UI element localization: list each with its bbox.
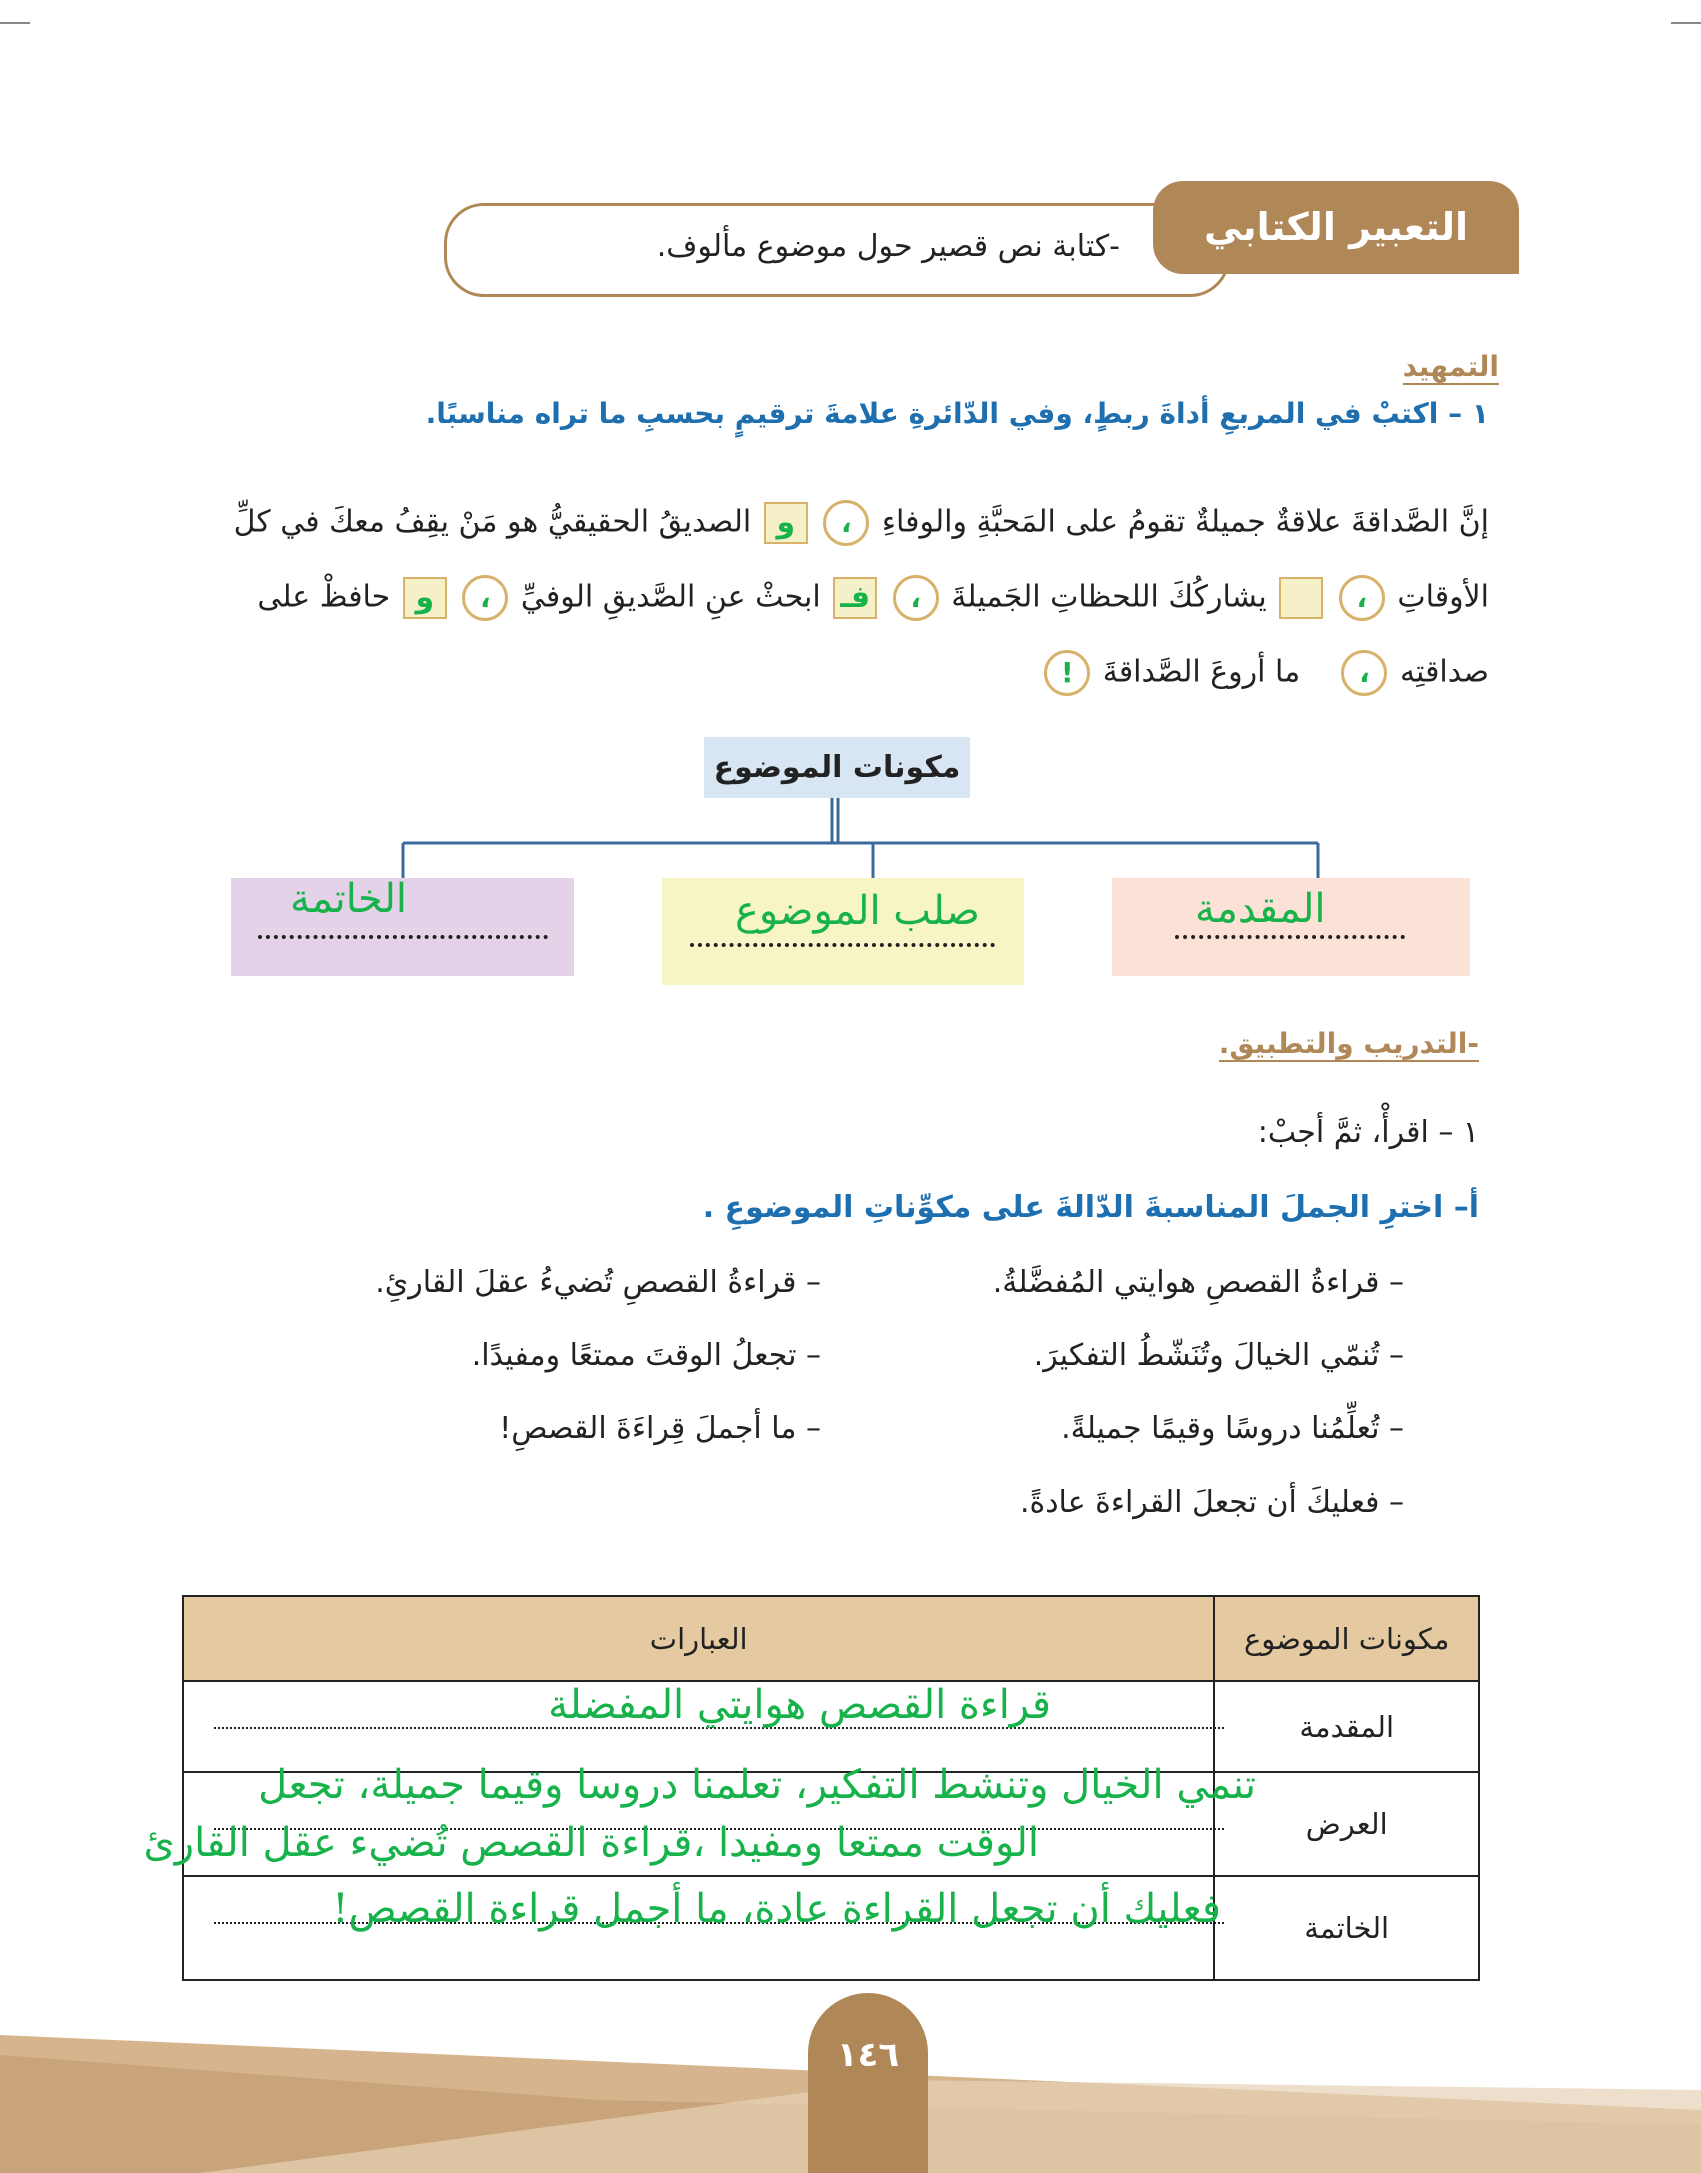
- handwritten-answer: الخاتمة: [290, 876, 408, 922]
- answer-dotted-line: [1175, 935, 1405, 939]
- handwritten-answer: الوقت ممتعا ومفيدا ،قراءة القصص تُضيء عقل القارئ: [143, 1820, 1039, 1866]
- sentence-option: – قراءةُ القصصِ تُضيءُ عقلَ القارئِ.: [375, 1265, 821, 1300]
- text-segment: ابحثْ عنِ الصَّديقِ الوفيِّ: [520, 579, 821, 615]
- sentence-option: – قراءةُ القصصِ هوايتي المُفضَّلةُ.: [992, 1265, 1404, 1300]
- sentence-option: – تجعلُ الوقتَ ممتعًا ومفيدًا.: [471, 1338, 821, 1373]
- connector-square[interactable]: و: [764, 502, 808, 544]
- sentence-option: – فعليكَ أن تجعلَ القراءةَ عادةً.: [1019, 1485, 1404, 1520]
- column-header-phrases: العبارات: [183, 1596, 1214, 1681]
- row-label: المقدمة: [1214, 1681, 1479, 1772]
- connector-square[interactable]: فـ: [833, 577, 877, 619]
- answer-dotted-line: [258, 935, 548, 939]
- sentence-option: – تُنمّي الخيالَ وتُنَشّطُ التفكيرَ.: [1033, 1338, 1404, 1373]
- answer-dotted-line: [690, 943, 995, 947]
- text-segment: الأوقاتِ: [1397, 579, 1489, 615]
- lesson-subtitle: -كتابة نص قصير حول موضوع مألوف.: [656, 229, 1120, 264]
- sentence-option: – تُعلِّمُنا دروسًا وقيمًا جميلةً.: [1061, 1411, 1404, 1446]
- page-number-tab: [808, 1993, 928, 2173]
- question-a: أ– اخترِ الجملَ المناسبةَ الدّالةَ على مكوِّناتِ الموضوعِ .: [702, 1190, 1479, 1225]
- text-segment: يشاركُكَ اللحظاتِ الجَميلةَ: [951, 579, 1267, 615]
- punctuation-circle[interactable]: ،: [1339, 575, 1385, 621]
- handwritten-answer: قراءة القصص هوايتي المفضلة: [548, 1682, 1051, 1728]
- punctuation-circle[interactable]: !: [1044, 650, 1090, 696]
- question-1: ١ – اقرأْ، ثمَّ أجبْ:: [1257, 1115, 1479, 1150]
- text-segment: ما أروعَ الصَّداقةَ: [1102, 654, 1301, 690]
- section-heading-practice: -التدريب والتطبيق.: [1218, 1027, 1479, 1060]
- diagram-title: مكونات الموضوع: [704, 737, 970, 798]
- punctuation-circle[interactable]: ،: [1341, 650, 1387, 696]
- connector-square[interactable]: و: [403, 577, 447, 619]
- page-number: ١٤٦: [836, 2035, 900, 2075]
- handwritten-answer: المقدمة: [1195, 886, 1326, 932]
- sentence-option: – ما أجملَ قِراءَةَ القصصِ!: [499, 1411, 821, 1446]
- punctuation-circle[interactable]: ،: [893, 575, 939, 621]
- table-header-row: [183, 1596, 1479, 1681]
- punctuation-circle[interactable]: ،: [823, 500, 869, 546]
- handwritten-answer: تنمي الخيال وتنشط التفكير، تعلمنا دروسا وقيما جميلة، تجعل: [258, 1762, 1256, 1808]
- row-label: الخاتمة: [1214, 1876, 1479, 1980]
- text-segment: حافظْ على: [257, 579, 391, 615]
- text-segment: صداقتِه: [1399, 654, 1489, 690]
- intro-instruction: ١ – اكتبْ في المربعِ أداةَ ربطٍ، وفي الدّائرةِ علامةَ ترقيمٍ بحسبِ ما تراه مناسبًا.: [425, 397, 1489, 430]
- text-segment: إنَّ الصَّداقةَ علاقةٌ جميلةٌ تقومُ على المَحبَّةِ والوفاءِ: [881, 504, 1489, 540]
- text-segment: الصديقُ الحقيقيُّ هو مَنْ يقِفُ معكَ في كلِّ: [233, 504, 752, 540]
- handwritten-answer: صلب الموضوع: [735, 888, 980, 934]
- handwritten-answer: فعليك أن تجعل القراءة عادة، ما أجمل قراءة القصص!: [332, 1886, 1221, 1932]
- row-label: العرض: [1214, 1772, 1479, 1876]
- punctuation-circle[interactable]: ،: [462, 575, 508, 621]
- diagram-connectors: [0, 0, 1701, 1000]
- page-title: التعبير الكتابي: [1203, 205, 1469, 249]
- section-heading-intro: التمهيد: [1402, 350, 1499, 383]
- column-header-components: مكونات الموضوع: [1214, 1596, 1479, 1681]
